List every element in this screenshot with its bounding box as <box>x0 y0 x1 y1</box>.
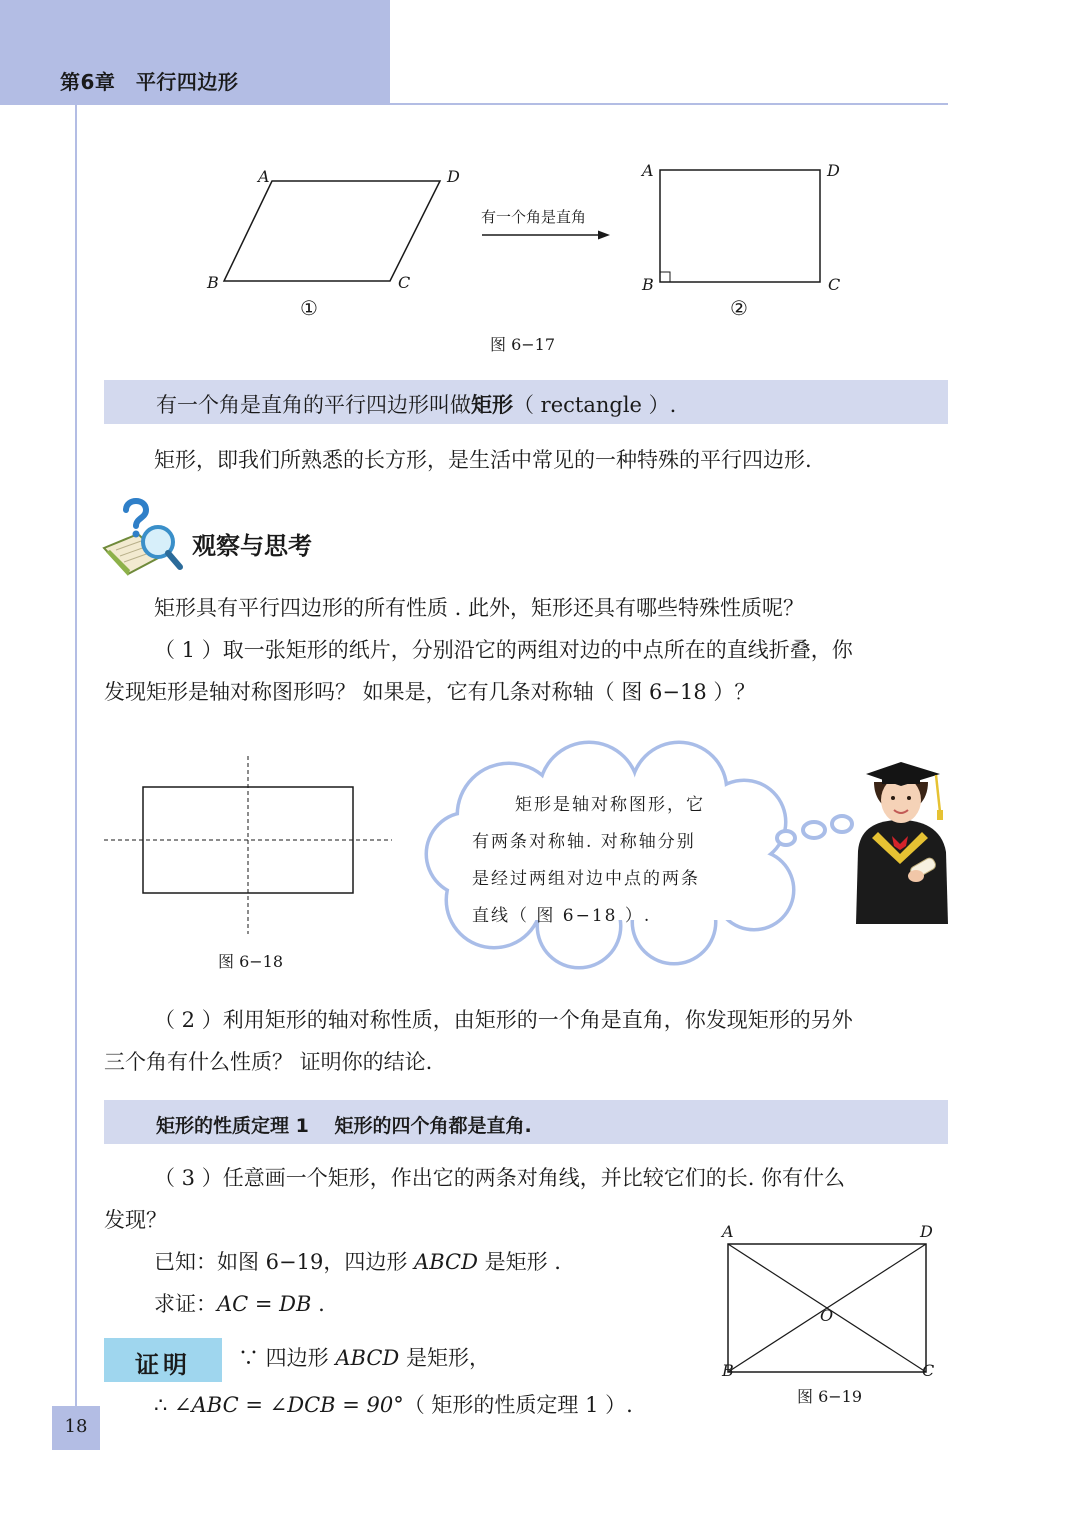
thought-bubble-cloud <box>414 740 874 970</box>
label-a: A <box>722 1222 734 1241</box>
figure-6-18 <box>100 750 400 940</box>
question3-line-2: 发现？ <box>104 1208 167 1232</box>
arrow-label: 有一个角是直角 <box>481 208 587 226</box>
graduate-girl-illustration <box>848 756 958 928</box>
label-o: O <box>820 1306 834 1325</box>
defined-term: 矩形 <box>471 393 513 417</box>
observe-paragraph-2: （ 1 ）取一张矩形的纸片，分别沿它的两组对边的中点所在的直线折叠，你 <box>154 638 853 662</box>
definition-text: 有一个角是直角的平行四边形叫做矩形（ rectangle ）. <box>156 393 677 417</box>
label-d: D <box>447 167 460 186</box>
figure-caption: 图 6−19 <box>797 1387 863 1406</box>
intro-paragraph: 矩形，即我们所熟悉的长方形，是生活中常见的一种特殊的平行四边形. <box>154 448 812 472</box>
chapter-title: 第6章 平行四边形 <box>60 70 239 94</box>
proof-label: 证明 <box>135 1351 191 1379</box>
label-b: B <box>207 273 219 292</box>
shape-tag-2: ② <box>730 296 748 320</box>
figure-6-19 <box>700 1216 960 1386</box>
label-c: C <box>922 1361 935 1380</box>
label-c: C <box>828 275 841 294</box>
label-d: D <box>920 1222 933 1241</box>
proof-line-2: ∴ ∠ABC = ∠DCB = 90°（ 矩形的性质定理 1 ）. <box>154 1393 633 1417</box>
proof-label-box <box>104 1338 222 1382</box>
definition-box <box>104 380 948 424</box>
question2-line-2: 三个角有什么性质？ 证明你的结论. <box>104 1050 433 1074</box>
proof-line-1: ∵ 四边形 ABCD 是矩形， <box>238 1346 490 1370</box>
bubble-line-4: 直线（ 图 6−18 ）. <box>472 906 652 926</box>
observe-paragraph-1: 矩形具有平行四边形的所有性质 . 此外，矩形还具有哪些特殊性质呢？ <box>154 596 805 620</box>
question3-line-1: （ 3 ）任意画一个矩形，作出它的两条对角线，并比较它们的长. 你有什么 <box>154 1166 846 1190</box>
given-statement: 已知：如图 6−19，四边形 ABCD 是矩形 . <box>154 1250 561 1274</box>
page-number: 18 <box>64 1416 88 1437</box>
arrow-icon <box>482 231 610 240</box>
bubble-line-1: 矩形是轴对称图形，它 <box>515 795 705 815</box>
section-heading: 观察与思考 <box>192 532 312 560</box>
label-b: B <box>722 1361 734 1380</box>
question2-line-1: （ 2 ）利用矩形的轴对称性质，由矩形的一个角是直角，你发现矩形的另外 <box>154 1008 853 1032</box>
label-c: C <box>398 273 411 292</box>
bubble-line-3: 是经过两组对边中点的两条 <box>472 869 700 889</box>
bubble-line-2: 有两条对称轴. 对称轴分别 <box>472 832 696 852</box>
shape-tag-1: ① <box>300 296 318 320</box>
label-a: A <box>642 161 654 180</box>
magnifier-book-icon <box>100 496 186 580</box>
observe-paragraph-3: 发现矩形是轴对称图形吗？ 如果是，它有几条对称轴（ 图 6−18 ）？ <box>104 680 756 704</box>
figure-6-17 <box>0 0 1080 360</box>
theorem-text: 矩形的性质定理 1 矩形的四个角都是直角. <box>156 1115 532 1137</box>
rectangle-shape <box>660 170 820 282</box>
page-number-box <box>52 1406 100 1450</box>
label-d: D <box>827 161 840 180</box>
parallelogram-shape <box>224 181 440 281</box>
theorem-box <box>104 1100 948 1144</box>
figure-caption: 图 6−17 <box>490 335 556 354</box>
figure-caption: 图 6−18 <box>218 952 284 971</box>
prove-statement: 求证：AC = DB . <box>154 1292 325 1316</box>
label-b: B <box>642 275 654 294</box>
label-a: A <box>258 167 270 186</box>
